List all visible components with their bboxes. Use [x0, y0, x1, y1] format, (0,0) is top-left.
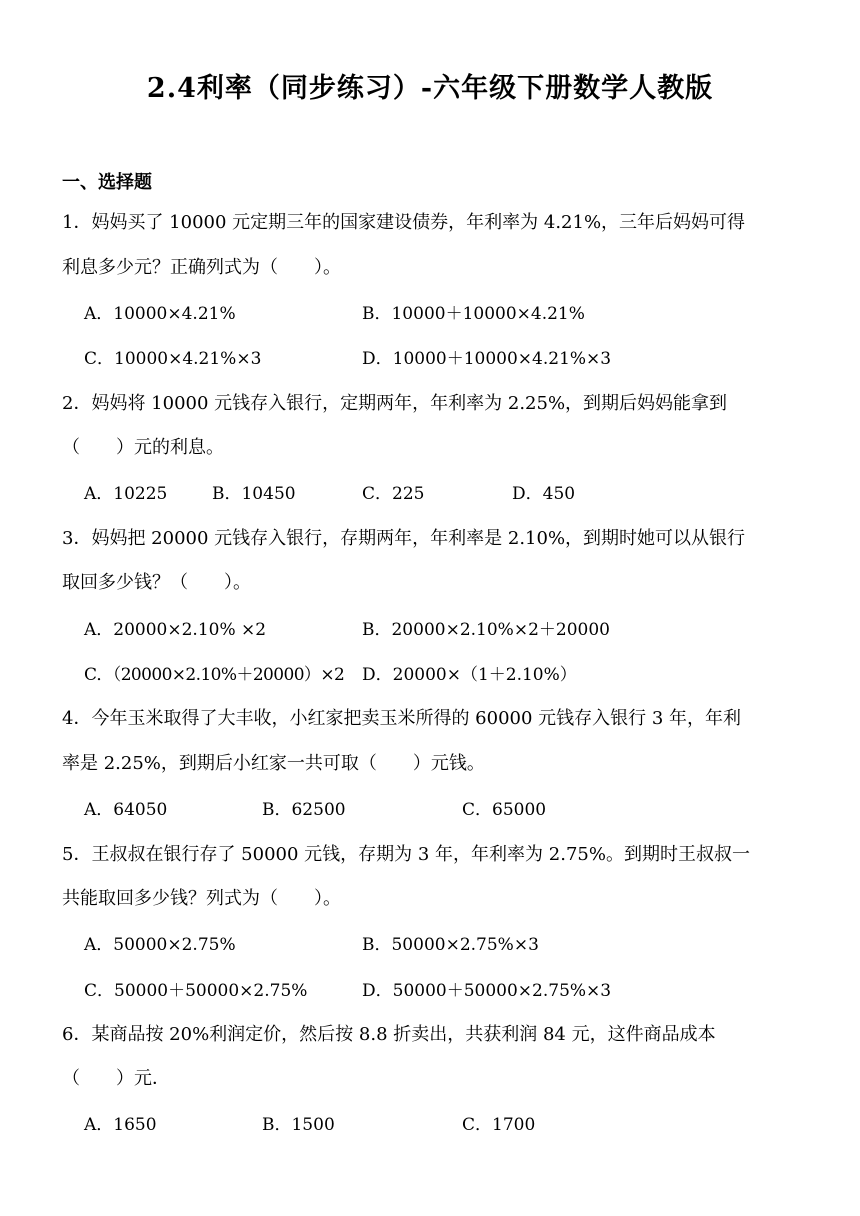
- question-4-option-a: A．64050: [84, 800, 168, 820]
- question-5-option-c: C．50000＋50000×2.75%: [84, 981, 308, 1001]
- question-2-option-a: A．10225: [84, 484, 168, 504]
- question-2-option-c: C．225: [362, 484, 425, 504]
- question-3-option-d: D．20000×（1＋2.10%）: [362, 665, 577, 685]
- question-5-option-d: D．50000＋50000×2.75%×3: [362, 981, 612, 1001]
- question-6-option-c: C．1700: [462, 1115, 536, 1135]
- question-5-text-line-2: 共能取回多少钱？列式为（ ）。: [62, 888, 341, 909]
- section-heading: 一、选择题: [62, 172, 152, 193]
- question-4-option-b: B．62500: [262, 800, 346, 820]
- question-1-text-line-1: 1．妈妈买了 10000 元定期三年的国家建设债券，年利率为 4.21%，三年后妈妈可得: [62, 212, 746, 233]
- question-1-option-d: D．10000＋10000×4.21%×3: [362, 349, 612, 369]
- question-2-text-line-1: 2．妈妈将 10000 元钱存入银行，定期两年，年利率为 2.25%，到期后妈妈能拿到: [62, 393, 728, 414]
- question-4-text-line-1: 4．今年玉米取得了大丰收，小红家把卖玉米所得的 60000 元钱存入银行 3 年，年利: [62, 708, 742, 729]
- question-4-text-line-2: 率是 2.25%，到期后小红家一共可取（ ）元钱。: [62, 753, 485, 774]
- question-5-option-b: B．50000×2.75%×3: [362, 935, 539, 955]
- question-1-option-b: B．10000＋10000×4.21%: [362, 304, 585, 324]
- question-3-option-c: C．（20000×2.10%＋20000）×2: [84, 665, 345, 685]
- document-title: 2.4利率（同步练习）-六年级下册数学人教版: [146, 73, 714, 104]
- question-1-option-a: A．10000×4.21%: [84, 304, 236, 324]
- question-3-text-line-2: 取回多少钱？（ ）。: [62, 572, 251, 593]
- question-2-option-b: B．10450: [212, 484, 296, 504]
- question-5-option-a: A．50000×2.75%: [84, 935, 236, 955]
- question-5-text-line-1: 5．王叔叔在银行存了 50000 元钱，存期为 3 年，年利率为 2.75%。到期时王叔叔一: [62, 844, 750, 865]
- question-3-option-b: B．20000×2.10%×2＋20000: [362, 620, 610, 640]
- question-1-text-line-2: 利息多少元？正确列式为（ ）。: [62, 257, 341, 278]
- question-6-text-line-1: 6．某商品按 20%利润定价，然后按 8.8 折卖出，共获利润 84 元，这件商品成本: [62, 1024, 716, 1045]
- question-4-option-c: C．65000: [462, 800, 547, 820]
- question-1-option-c: C．10000×4.21%×3: [84, 349, 262, 369]
- question-6-option-a: A．1650: [84, 1115, 157, 1135]
- question-6-option-b: B．1500: [262, 1115, 335, 1135]
- question-3-option-a: A．20000×2.10% ×2: [84, 620, 267, 640]
- question-2-option-d: D．450: [512, 484, 576, 504]
- question-3-text-line-1: 3．妈妈把 20000 元钱存入银行，存期两年，年利率是 2.10%，到期时她可以从银行: [62, 528, 746, 549]
- question-6-text-line-2: （ ）元．: [62, 1068, 170, 1089]
- question-2-text-line-2: （ ）元的利息。: [62, 437, 224, 458]
